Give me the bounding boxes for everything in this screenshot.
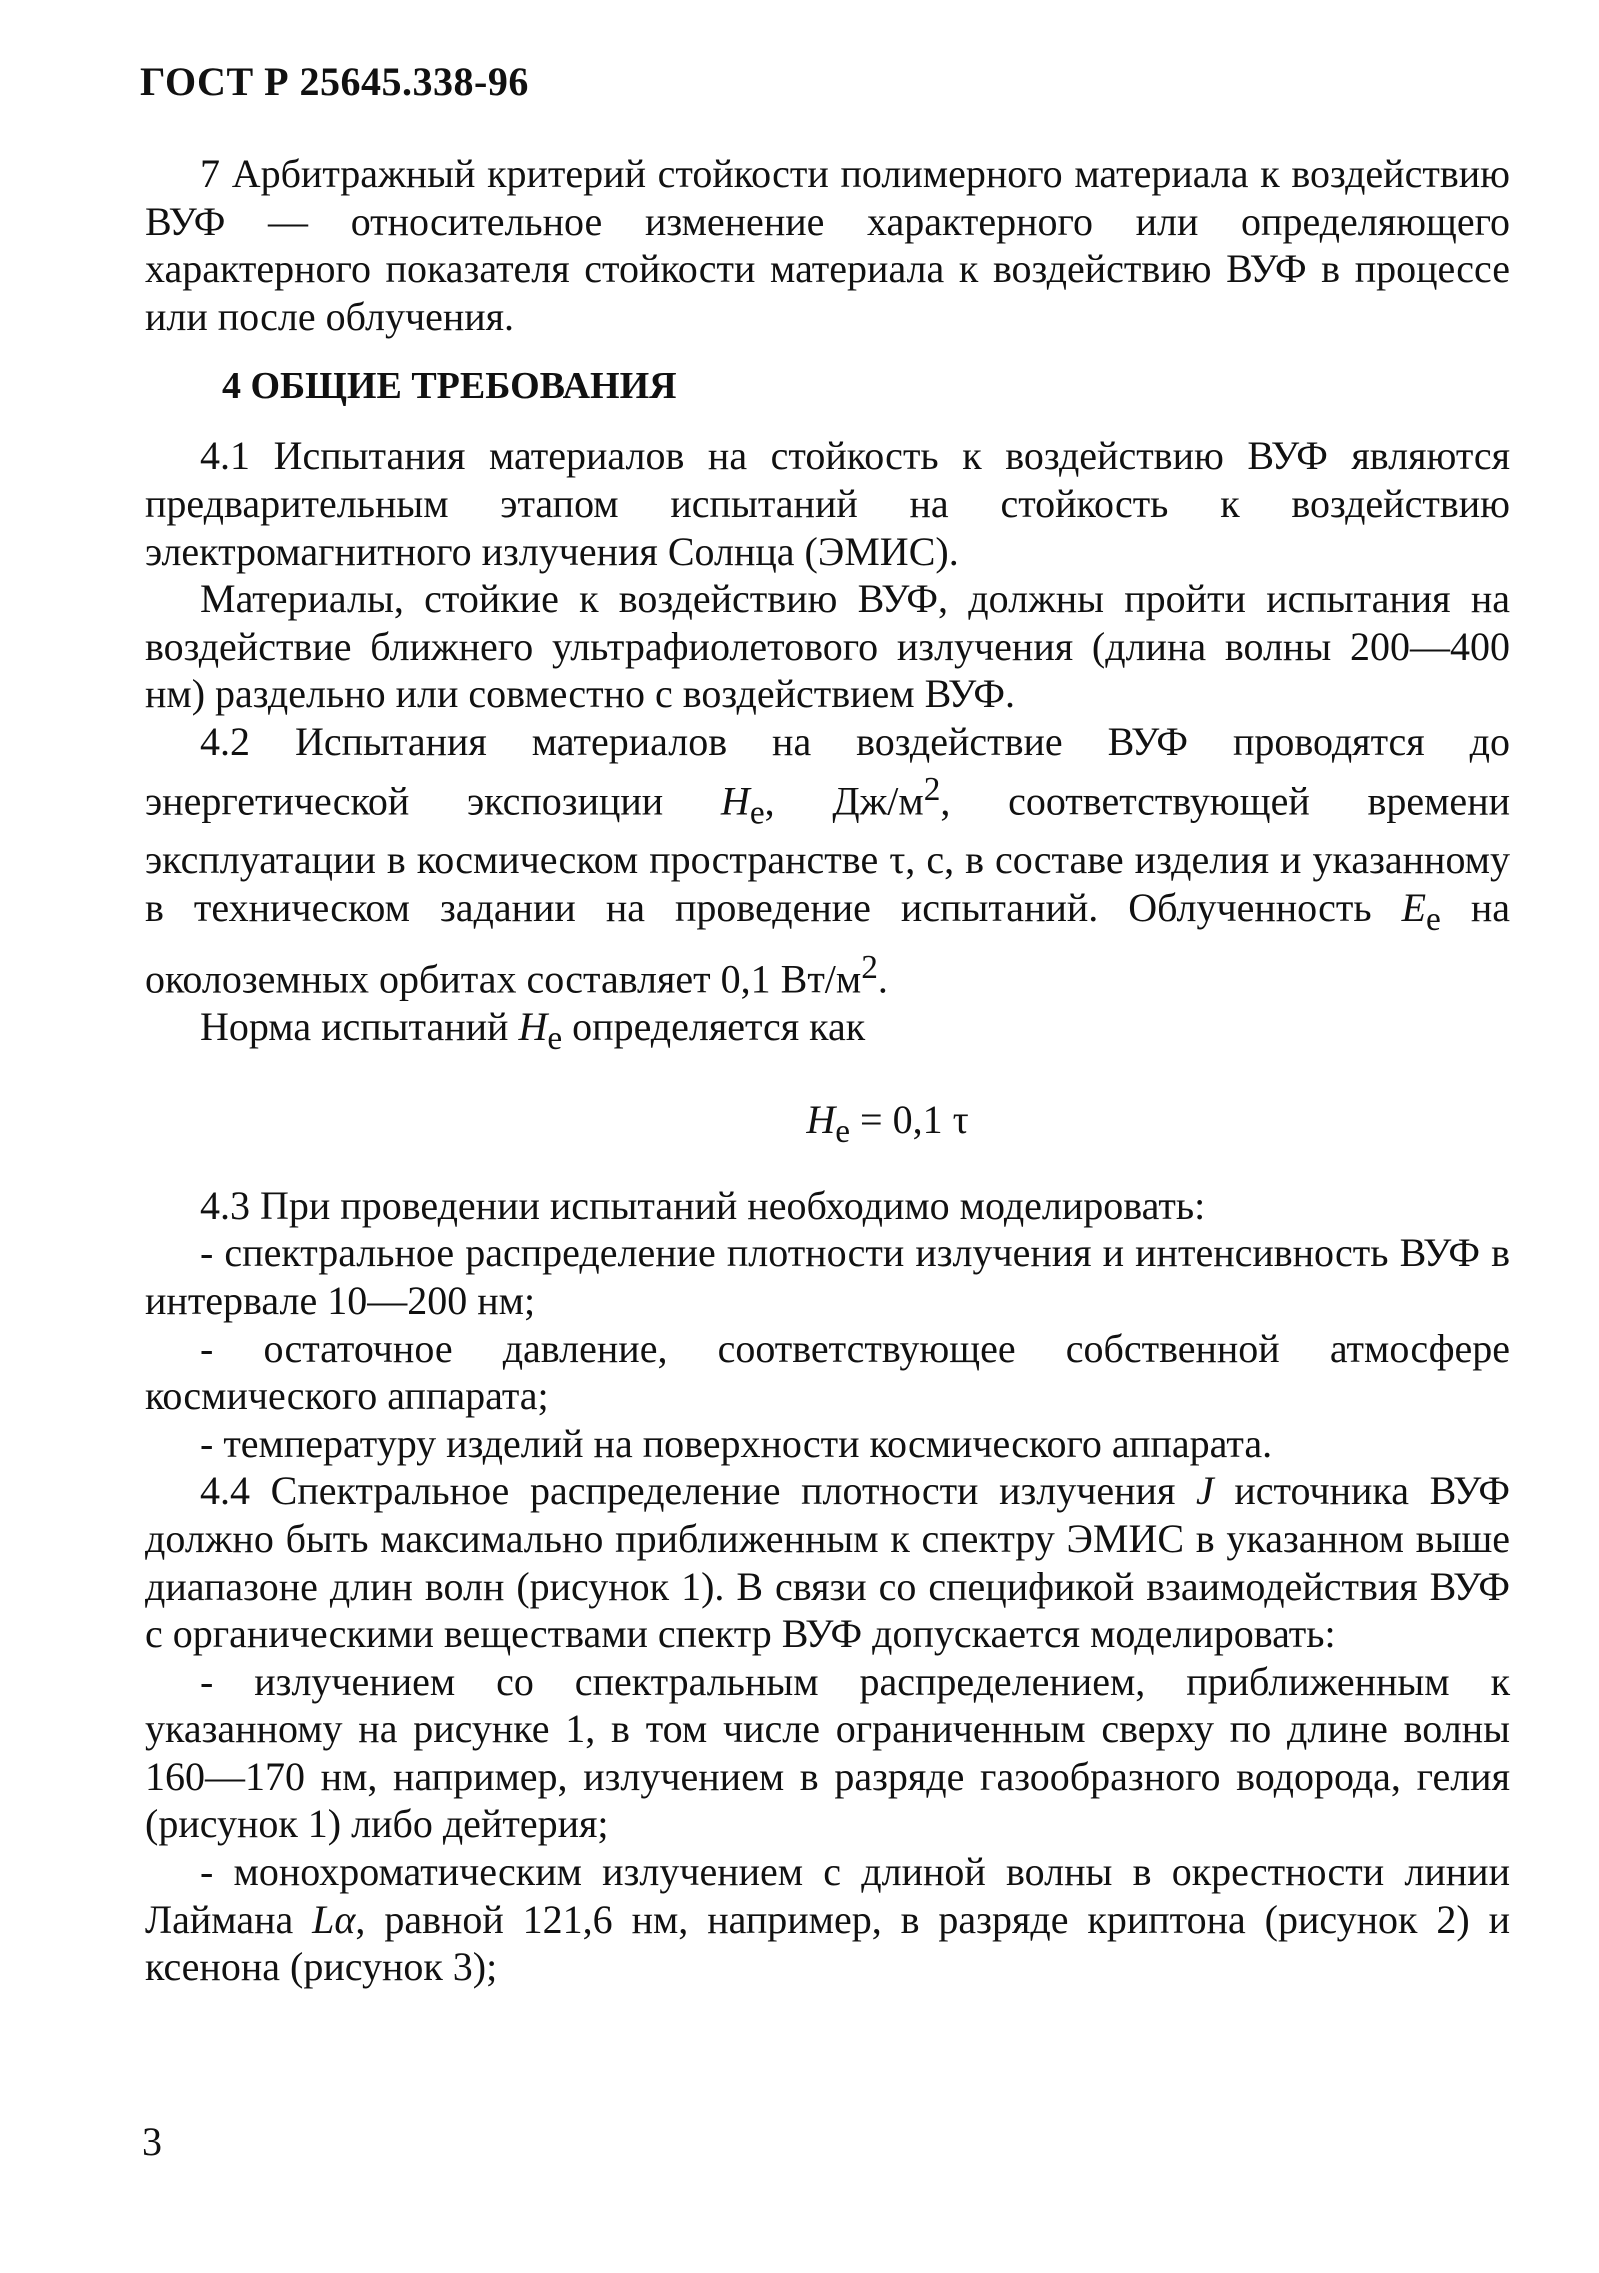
- symbol-J: J: [1195, 1468, 1214, 1514]
- subscript-e: e: [547, 1019, 563, 1057]
- formula: [145, 1096, 1510, 1151]
- text-segment: , Дж/м: [764, 777, 924, 823]
- list-item: [145, 1848, 1510, 1991]
- text-segment: , равной 121,6 нм, например, в разряде криптона (рисунок 2) и ксенона (рисунок 3);: [145, 1896, 1510, 1990]
- paragraph-4-2: [145, 718, 1510, 1003]
- text-segment: определяется как: [562, 1003, 866, 1049]
- text-segment: - монохроматическим излучением с длиной волны в окрестности линии Лаймана: [145, 1849, 1510, 1942]
- text-segment: 4.4 Спектральное распределение плотности излучения: [200, 1468, 1196, 1514]
- paragraph-4-1: 4.1 Испытания материалов на стойкость к воздействию ВУФ являются предварительным этапом испытаний на стойкость к воздействию электромагнитного излучения Солнца (ЭМИС).: [145, 433, 1510, 574]
- paragraph-4-3: 4.3 При проведении испытаний необходимо моделировать:: [200, 1182, 1206, 1228]
- text-segment: источника ВУФ должно быть максимально приближенным к спектру ЭМИС в указанном выше диапазоне длин волн (рисунок 1). В связи со спецификой взаимодействия ВУФ с органическими веществами спектр ВУФ допускается моделировать:: [145, 1468, 1510, 1657]
- list-item: - температуру изделий на поверхности космического аппарата.: [200, 1420, 1273, 1466]
- paragraph-norm: [145, 1003, 1510, 1063]
- subscript-e: e: [835, 1113, 851, 1151]
- formula-rhs: = 0,1 τ: [850, 1097, 969, 1143]
- text-segment: Норма испытаний: [200, 1003, 519, 1049]
- text-segment: .: [877, 955, 888, 1001]
- symbol-H: H: [806, 1097, 836, 1143]
- text-segment: 4.2 Испытания материалов на воздействие ВУФ проводятся до энергетической экспозиции: [145, 718, 1510, 823]
- paragraph-4-1-materials: Материалы, стойкие к воздействию ВУФ, должны пройти испытания на воздействие ближнего ультрафиолетового излучения (длина волны 200—400 нм) раздельно или совместно с воздействием ВУФ.: [145, 576, 1510, 717]
- list-item: - остаточное давление, соответствующее собственной атмосфере космического аппарата;: [145, 1325, 1510, 1419]
- text-segment: , соответствующей времени эксплуатации в космическом пространстве τ, с, в составе изделия и указанному в техническом задании на проведение испытаний. Облученность: [145, 777, 1511, 931]
- section-title: 4 ОБЩИЕ ТРЕБОВАНИЯ: [222, 365, 677, 408]
- symbol-H: H: [720, 777, 750, 823]
- symbol-E: E: [1401, 885, 1427, 931]
- paragraph-4-4: [145, 1467, 1510, 1657]
- list-item: - спектральное распределение плотности излучения и интенсивность ВУФ в интервале 10—200 нм;: [145, 1230, 1510, 1323]
- document-body: [145, 150, 1510, 1991]
- list-item: - излучением со спектральным распределением, приближенным к указанному на рисунке 1, в том числе ограниченным сверху по длине волны 160—170 нм, например, излучением в разряде газообразного водорода, гелия (рисунок 1) либо дейтерия;: [145, 1658, 1510, 1847]
- page-number: 3: [142, 2119, 162, 2164]
- text-segment: на околоземных орбитах составляет 0,1 Вт/м: [145, 885, 1510, 1001]
- symbol-lyman-alpha: Lα: [312, 1896, 356, 1942]
- paragraph-7: 7 Арбитражный критерий стойкости полимерного материала к воздействию ВУФ — относительное изменение характерного или определяющего характерного показателя стойкости материала к воздействию ВУФ в процессе или после облучения.: [145, 151, 1510, 339]
- subscript-e: e: [1426, 901, 1441, 939]
- superscript-2: 2: [861, 948, 878, 986]
- symbol-H: H: [518, 1003, 548, 1049]
- document-header: ГОСТ Р 25645.338-96: [140, 59, 529, 104]
- superscript-2: 2: [923, 770, 941, 808]
- subscript-e: e: [749, 793, 765, 831]
